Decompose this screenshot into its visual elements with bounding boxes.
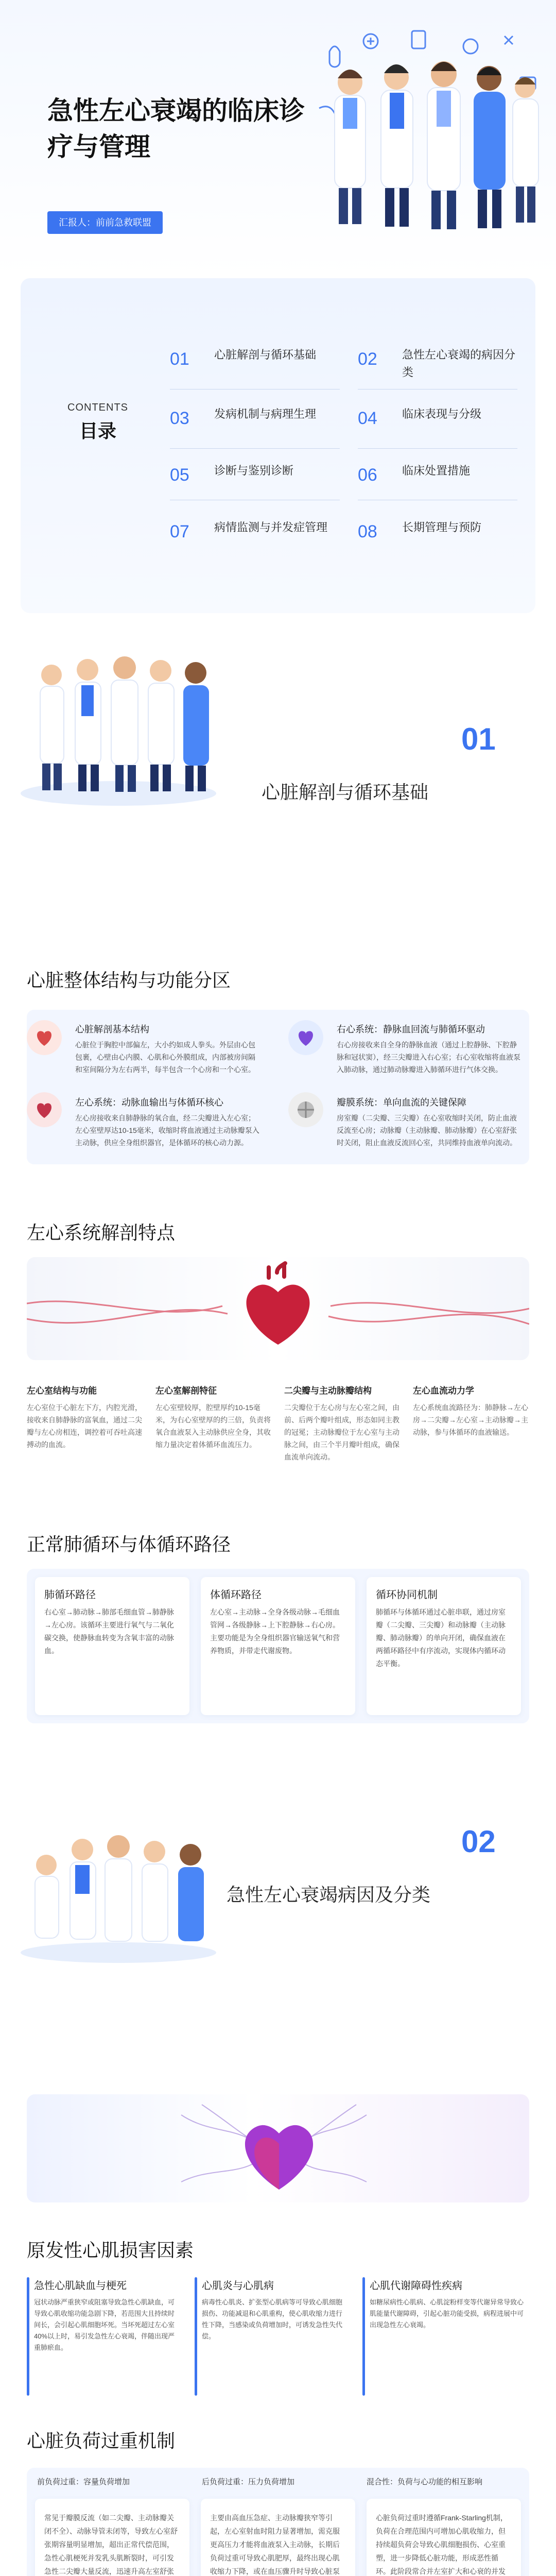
toc-text: 长期管理与预防 <box>402 521 482 534</box>
left-heart-col <box>27 1383 144 1451</box>
section-header <box>0 1793 556 1999</box>
cause-desc: 冠状动脉严重狭窄或阻塞导致急性心肌缺血，可导致心肌收缩功能急剧下降，若范围大且持续时间长，会引起心肌细胞坏死。当坏死超过左心室40%以上时，易引发急性左心衰竭，伴随出现严重肺瘀血。 <box>34 2298 175 2351</box>
toc-heading <box>41 402 154 443</box>
toc-num: 04 <box>358 409 377 428</box>
cause-desc: 如糖尿病性心肌病、心肌淀粉样变等代谢异常导致心肌能量代谢障碍，引起心脏功能受损，病程进展中可出现急性左心衰竭。 <box>370 2298 524 2329</box>
right-heart-icon <box>288 1020 323 1055</box>
heart-banner <box>27 2094 529 2202</box>
load-desc: 主要由高血压急症、主动脉瓣狭窄等引起，左心室射血时阻力显著增加，需克服更高压力才能将血液泵入主动脉，长期后负荷过重可导致心肌肥厚，最终出现心肌收缩力下降，或在血压骤升时导致心脏泵 <box>210 2514 340 2575</box>
col-title: 左心室结构与功能 <box>27 1386 97 1396</box>
left-heart-col <box>155 1383 273 1451</box>
toc-num: 08 <box>358 522 377 541</box>
cause-title: 心肌炎与心肌病 <box>202 2280 274 2292</box>
toc-item[interactable] <box>358 518 528 554</box>
page-title: 急性左心衰竭的临床诊疗与管理 <box>47 96 305 161</box>
accent-bar <box>195 2277 197 2396</box>
toc-text: 急性左心衰竭的病因分类 <box>402 348 516 379</box>
heading-structure: 心脏整体结构与功能分区 <box>27 970 231 991</box>
col-title: 左心室解剖特征 <box>155 1386 217 1396</box>
col-desc: 左心室壁较厚，腔壁厚约10-15毫米，为右心室壁厚的约三倍，负责将氧合血液泵入主动脉供应全身，其收缩力量决定着体循环血流压力。 <box>155 1403 271 1449</box>
toc-num: 06 <box>358 465 377 485</box>
heading-load: 心脏负荷过重机制 <box>27 2430 176 2451</box>
load-card <box>201 2499 355 2576</box>
load-desc: 常见于瓣膜反流（如二尖瓣、主动脉瓣关闭不全）、动脉导管未闭等，导致左心室舒张期容量明显增加，超出正常代偿范围，急性心肌梗死并发乳头肌断裂时，可引发急性二尖瓣大量反流，迅速升高左室舒张 <box>44 2514 178 2575</box>
cause-title: 心肌代谢障碍性疾病 <box>370 2280 462 2292</box>
toc-num: 07 <box>170 522 189 541</box>
load-panel <box>27 2468 529 2576</box>
heading-left-heart: 左心系统解剖特点 <box>27 1222 176 1243</box>
load-tag: 后负荷过重：压力负荷增加 <box>202 2478 295 2486</box>
toc-item[interactable] <box>170 345 340 381</box>
load-tag: 混合性：负荷与心功能的相互影响 <box>367 2478 483 2486</box>
col-title: 二尖瓣与主动脉瓣结构 <box>284 1386 372 1396</box>
toc-item[interactable] <box>358 404 528 440</box>
card-title: 循环协同机制 <box>376 1589 438 1601</box>
structure-panel <box>27 1010 529 1164</box>
structure-item-title: 瓣膜系统：单向血流的关键保障 <box>337 1097 466 1108</box>
toc-en: CONTENTS <box>67 402 128 413</box>
toc-num: 01 <box>170 349 189 369</box>
section-number: 01 <box>461 722 496 756</box>
left-heart-icon <box>27 1092 62 1127</box>
card-title: 体循环路径 <box>210 1589 262 1601</box>
col-desc: 左心系统血流路径为：肺静脉→左心房→二尖瓣→左心室→主动脉瓣→主动脉，参与体循环的血液输送。 <box>413 1403 528 1436</box>
divider <box>170 448 340 449</box>
circulation-card <box>367 1577 521 1715</box>
accent-bar <box>362 2277 365 2396</box>
accent-bar <box>27 2277 29 2396</box>
card-desc: 右心室→肺动脉→肺部毛细血管→肺静脉→左心房。该循环主要进行氧气与二氧化碳交换，使静脉血转变为含氧丰富的动脉血。 <box>44 1608 174 1655</box>
section-title: 心脏解剖与循环基础 <box>262 782 429 803</box>
card-desc: 肺循环与体循环通过心脏串联，通过房室瓣（二尖瓣、三尖瓣）和动脉瓣（主动脉瓣、肺动脉瓣）的单向开闭，确保血液在两循环路径中有序流动，实现体内循环动态平衡。 <box>376 1608 506 1668</box>
toc-text: 诊断与鉴别诊断 <box>214 464 294 477</box>
structure-item-desc: 左心房接收来自肺静脉的氧合血，经二尖瓣进入左心室；左心室壁厚达10-15毫米，收缩时将血液通过主动脉瓣泵入主动脉，供应全身组织器官，是体循环的核心动力源。 <box>75 1114 259 1147</box>
heart-image <box>27 2094 529 2202</box>
toc-item[interactable] <box>358 461 528 497</box>
structure-item-desc: 房室瓣（二尖瓣、三尖瓣）在心室收缩时关闭，防止血液反流至心房；动脉瓣（主动脉瓣、肺动脉瓣）在心室舒张时关闭，阻止血液反流回心室，共同维持血液单向流动。 <box>337 1114 517 1147</box>
divider <box>358 448 517 449</box>
toc-zh: 目录 <box>79 420 116 442</box>
valve-icon <box>288 1092 323 1127</box>
toc-num: 03 <box>170 409 189 428</box>
toc-text: 心脏解剖与循环基础 <box>214 348 317 361</box>
cause-desc: 病毒性心肌炎、扩张型心肌病等可导致心肌细胞损伤、功能减退和心肌重构，使心肌收缩力进行性下降，当感染或负荷增加时，可诱发急性失代偿。 <box>202 2298 343 2340</box>
table-of-contents <box>21 278 535 613</box>
load-desc: 心脏负荷过重时遵循Frank-Starling机制，负荷在合理范围内可增加心肌收缩力，但持续超负荷会导致心肌细胞损伤、心室重塑，进一步降低心脏功能，形成恶性循环。此阶段常合并左室扩大和心衰的并发 <box>376 2514 508 2575</box>
doctors-illustration <box>309 21 546 242</box>
toc-text: 病情监测与并发症管理 <box>214 521 328 534</box>
heading-myocardial: 原发性心肌损害因素 <box>27 2240 194 2261</box>
structure-item-desc: 心脏位于胸腔中部偏左，大小约如成人拳头。外层由心包包裹，心壁由心内膜、心肌和心外膜组成，内部被房间隔和室间隔分为左右两半，每半包含一个心房和一个心室。 <box>75 1041 255 1074</box>
section-header <box>0 639 556 814</box>
section-number: 02 <box>461 1824 496 1859</box>
heart-image <box>27 1257 529 1360</box>
col-title: 左心血流动力学 <box>413 1386 474 1396</box>
col-desc: 左心室位于心脏左下方，内腔光滑，接收来自肺静脉的富氧血，通过二尖瓣与左心房相连，调控着可吞吐高速搏动的血流。 <box>27 1403 142 1449</box>
load-tag: 前负荷过重：容量负荷增加 <box>37 2478 130 2486</box>
toc-text: 临床表现与分级 <box>402 408 482 420</box>
section-title: 急性左心衰竭病因及分类 <box>227 1884 431 1905</box>
circulation-panel <box>27 1569 529 1723</box>
structure-item-desc: 右心房接收来自全身的静脉血液（通过上腔静脉、下腔静脉和冠状窦），经三尖瓣进入右心室；右心室收缩将血液泵入肺动脉，通过肺动脉瓣进入肺循环进行气体交换。 <box>337 1041 520 1074</box>
left-heart-col <box>413 1383 530 1438</box>
cause-title: 急性心肌缺血与梗死 <box>34 2280 127 2292</box>
load-card <box>367 2499 521 2576</box>
card-title: 肺循环路径 <box>44 1589 96 1601</box>
toc-item[interactable] <box>170 404 340 440</box>
card-desc: 左心室→主动脉→全身各级动脉→毛细血管网→各级静脉→上下腔静脉→右心房。主要功能是为全身组织器官输送氧气和营养物质，并带走代谢废物。 <box>210 1608 340 1655</box>
doctors-illustration <box>15 639 221 809</box>
toc-item[interactable] <box>358 345 528 381</box>
toc-num: 05 <box>170 465 189 485</box>
circulation-card <box>201 1577 355 1715</box>
structure-item-title: 右心系统：静脉血回流与肺循环驱动 <box>337 1024 485 1035</box>
load-card <box>35 2499 189 2576</box>
structure-item-title: 心脏解剖基本结构 <box>75 1024 149 1035</box>
circulation-card <box>35 1577 189 1715</box>
toc-text: 发病机制与病理生理 <box>214 408 317 420</box>
presenter-badge: 汇报人：前前急救联盟 <box>47 211 163 234</box>
toc-num: 02 <box>358 349 377 369</box>
heading-circulation: 正常肺循环与体循环路径 <box>27 1534 231 1555</box>
hero-cover <box>0 0 556 278</box>
heart-anatomy-icon <box>27 1020 62 1055</box>
toc-item[interactable] <box>170 518 340 554</box>
toc-text: 临床处置措施 <box>402 464 471 477</box>
left-heart-col <box>284 1383 402 1463</box>
structure-item-title: 左心系统：动脉血输出与体循环核心 <box>75 1097 223 1108</box>
heart-banner <box>27 1257 529 1360</box>
col-desc: 二尖瓣位于左心房与左心室之间，由前、后两个瓣叶组成，形态如同主教的冠冕；主动脉瓣位于左心室与主动脉之间，由三个半月瓣叶组成，确保血流单向流动。 <box>284 1403 399 1461</box>
toc-item[interactable] <box>170 461 340 497</box>
doctors-illustration <box>15 1808 221 1963</box>
